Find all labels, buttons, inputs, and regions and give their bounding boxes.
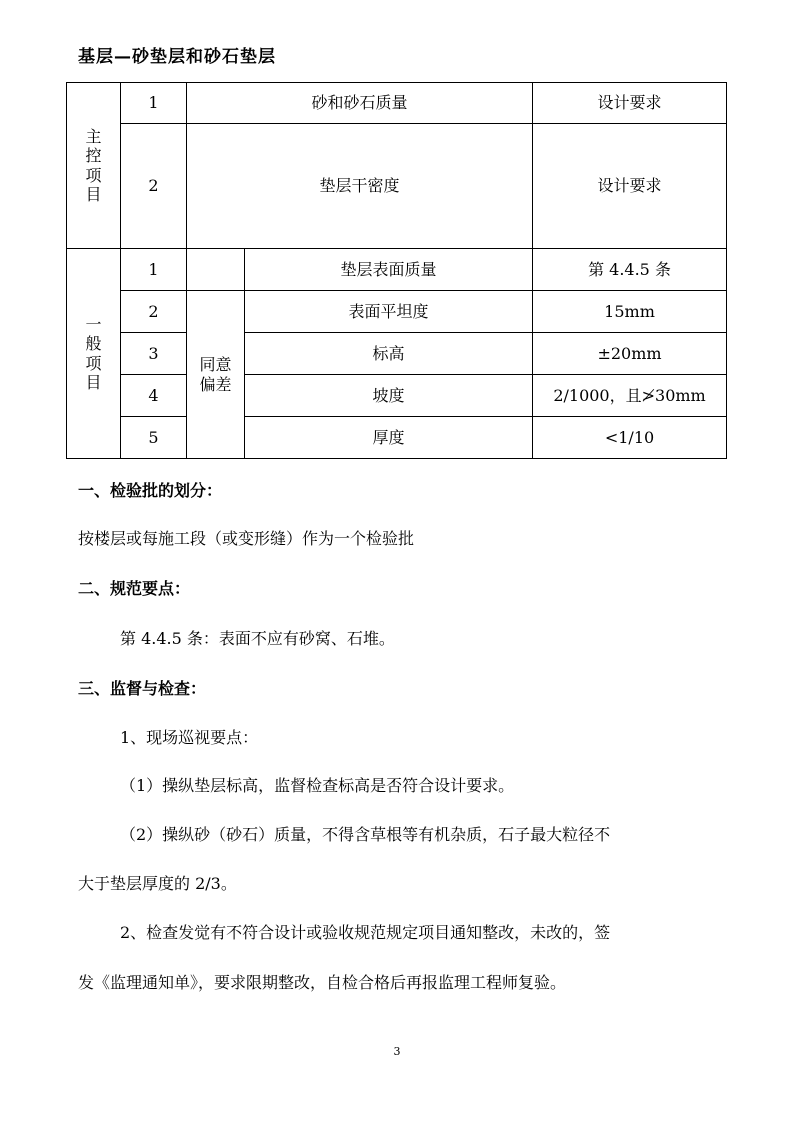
item-name: 标高 [245, 333, 533, 375]
table-row [67, 291, 727, 333]
paragraph-inspection-points: 1、现场巡视要点： [120, 728, 259, 747]
section-text-spec: 第 4.4.5 条：表面不应有砂窝、石堆。 [120, 629, 395, 648]
row-number: 3 [121, 333, 187, 375]
general-group-label: 一 般 项 目 [67, 249, 121, 459]
table-row [67, 417, 727, 459]
row-number: 2 [121, 124, 187, 249]
page-number: 3 [393, 1045, 401, 1058]
paragraph-item-2-line1: （2）操纵砂（砂石）质量，不得含草根等有机杂质，石子最大粒径不 [120, 825, 611, 844]
item-name: 厚度 [245, 417, 533, 459]
table-row [67, 124, 727, 249]
row-number: 4 [121, 375, 187, 417]
item-name: 垫层表面质量 [245, 249, 533, 291]
paragraph-rectification-line2: 发《监理通知单》，要求限期整改，自检合格后再报监理工程师复验。 [78, 973, 567, 992]
section-text-division: 按楼层或每施工段（或变形缝）作为一个检验批 [78, 529, 415, 548]
page-title: 基层—砂垫层和砂石垫层 [78, 47, 276, 67]
requirement: 2/1000，且≯30mm [533, 375, 727, 417]
requirement: 15mm [533, 291, 727, 333]
deviation-label: 同意 偏差 [187, 291, 245, 459]
table-row [67, 375, 727, 417]
requirement: ±20mm [533, 333, 727, 375]
row-number: 1 [121, 83, 187, 124]
table-row [67, 333, 727, 375]
row-number: 1 [121, 249, 187, 291]
row-number: 2 [121, 291, 187, 333]
inspection-table [66, 82, 727, 459]
table-row [67, 83, 727, 124]
paragraph-rectification-line1: 2、检查发觉有不符合设计或验收规范规定项目通知整改，未改的，签 [120, 923, 611, 942]
section-heading-spec: 二、规范要点： [78, 579, 191, 598]
requirement: <1/10 [533, 417, 727, 459]
section-heading-supervision: 三、监督与检查： [78, 679, 207, 698]
main-control-group-label: 主 控 项 目 [67, 83, 121, 249]
table-row [67, 249, 727, 291]
item-name: 坡度 [245, 375, 533, 417]
requirement: 第 4.4.5 条 [533, 249, 727, 291]
requirement: 设计要求 [533, 124, 727, 249]
empty-cell [187, 249, 245, 291]
paragraph-item-2-line2: 大于垫层厚度的 2/3。 [78, 874, 237, 893]
section-heading-division: 一、检验批的划分： [78, 481, 223, 500]
paragraph-item-1: （1）操纵垫层标高，监督检查标高是否符合设计要求。 [120, 776, 515, 795]
row-number: 5 [121, 417, 187, 459]
item-name: 表面平坦度 [245, 291, 533, 333]
item-name: 砂和砂石质量 [187, 83, 533, 124]
item-name: 垫层干密度 [187, 124, 533, 249]
requirement: 设计要求 [533, 83, 727, 124]
